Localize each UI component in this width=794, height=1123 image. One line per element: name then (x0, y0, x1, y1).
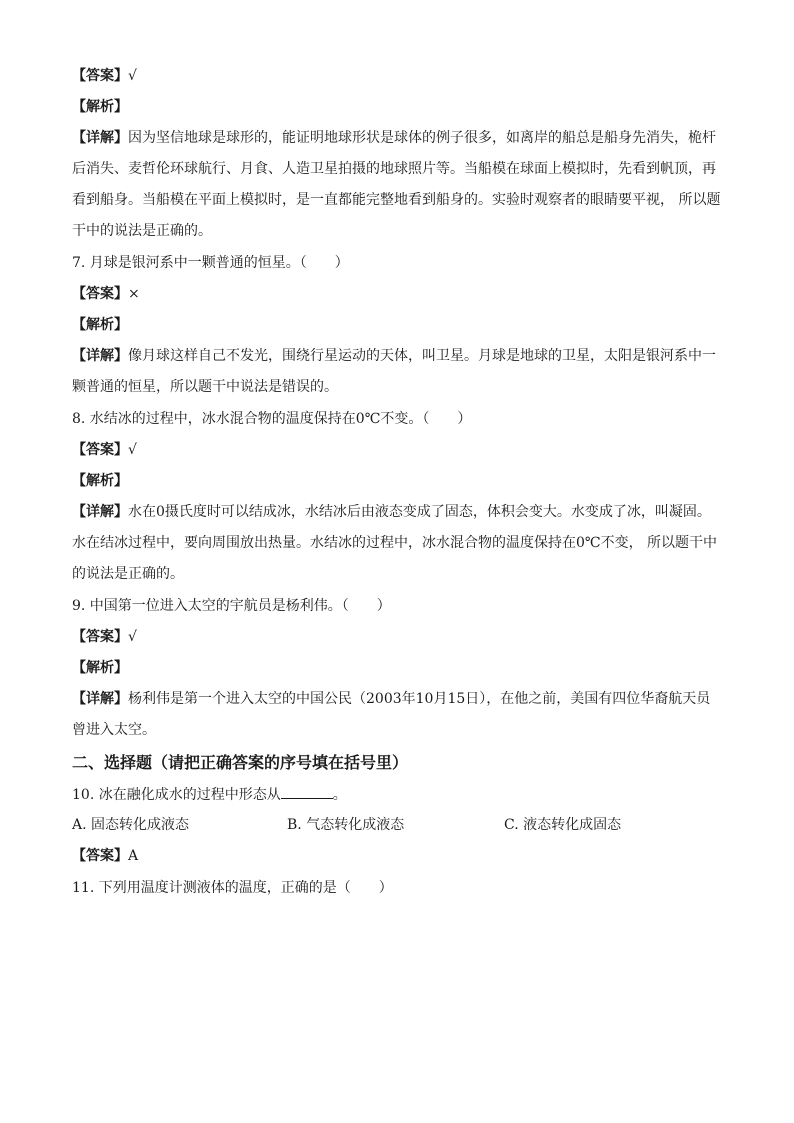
detail-paragraph (72, 497, 724, 590)
answer-value: √ (128, 68, 137, 84)
answer-tag: 【答案】 (72, 629, 128, 645)
detail-text: 因为坚信地球是球形的，能证明地球形状是球体的例子很多，如离岸的船总是船身先消失，桅杆后消失、麦哲伦环球航行、月食、人造卫星拍摄的地球照片等。当船模在球面上模拟时，先看到帆顶，再看到船身。当船模在平面上模拟时，是一直都能完整地看到船身的。实验时观察者的眼睛要平视， 所以题干中的说法是正确的。 (72, 130, 721, 239)
detail-tag: 【详解】 (72, 504, 128, 520)
question-9: 9. 中国第一位进入太空的宇航员是杨利伟。（ ） (72, 598, 391, 614)
analysis-tag: 【解析】 (72, 660, 128, 676)
analysis-tag: 【解析】 (72, 473, 128, 489)
answer-line (72, 440, 137, 460)
question-11: 11. 下列用温度计测液体的温度，正确的是（ ） (72, 880, 393, 896)
answer-blank (281, 784, 333, 799)
option-c: C. 液态转化成固态 (504, 817, 622, 833)
answer-value: A (128, 848, 139, 864)
detail-tag: 【详解】 (72, 691, 128, 707)
detail-text: 像月球这样自己不发光，围绕行星运动的天体，叫卫星。月球是地球的卫星，太阳是银河系中一颗普通的恒星，所以题干中说法是错误的。 (72, 348, 716, 395)
detail-paragraph (72, 341, 724, 403)
option-a: A. 固态转化成液态 (72, 817, 190, 833)
answer-tag: 【答案】 (72, 68, 128, 84)
option-b: B. 气态转化成液态 (287, 817, 405, 833)
question-8: 8. 水结冰的过程中，冰水混合物的温度保持在0℃不变。（ ） (72, 411, 472, 427)
answer-value: √ (128, 442, 137, 458)
detail-paragraph (72, 123, 724, 247)
answer-line (72, 846, 138, 866)
answer-tag: 【答案】 (72, 848, 128, 864)
question-stem: 10. 冰在融化成水的过程中形态从 (72, 787, 281, 803)
answer-tag: 【答案】 (72, 442, 128, 458)
answer-line (72, 66, 137, 86)
analysis-tag: 【解析】 (72, 317, 128, 333)
answer-value: × (128, 286, 140, 302)
question-10 (72, 784, 347, 805)
analysis-label (72, 658, 128, 678)
detail-tag: 【详解】 (72, 348, 128, 364)
analysis-label (72, 471, 128, 491)
analysis-label (72, 97, 128, 117)
answer-tag: 【答案】 (72, 286, 128, 302)
detail-tag: 【详解】 (72, 130, 128, 146)
detail-paragraph (72, 684, 724, 746)
detail-text: 水在0摄氏度时可以结成冰，水结冰后由液态变成了固态，体积会变大。水变成了冰，叫凝固。水在结冰过程中，要向周围放出热量。水结冰的过程中，冰水混合物的温度保持在0℃不变， 所以题干中的说法是正确的。 (72, 504, 718, 582)
answer-line (72, 284, 140, 304)
analysis-tag: 【解析】 (72, 99, 128, 115)
detail-text: 杨利伟是第一个进入太空的中国公民（2003年10月15日），在他之前，美国有四位华裔航天员曾进入太空。 (72, 691, 711, 738)
question-stem-end: 。 (332, 787, 347, 803)
section-heading: 二、选择题（请把正确答案的序号填在括号里） (72, 753, 409, 772)
answer-line (72, 627, 137, 647)
answer-value: √ (128, 629, 137, 645)
analysis-label (72, 315, 128, 335)
question-7: 7. 月球是银河系中一颗普通的恒星。（ ） (72, 255, 349, 271)
